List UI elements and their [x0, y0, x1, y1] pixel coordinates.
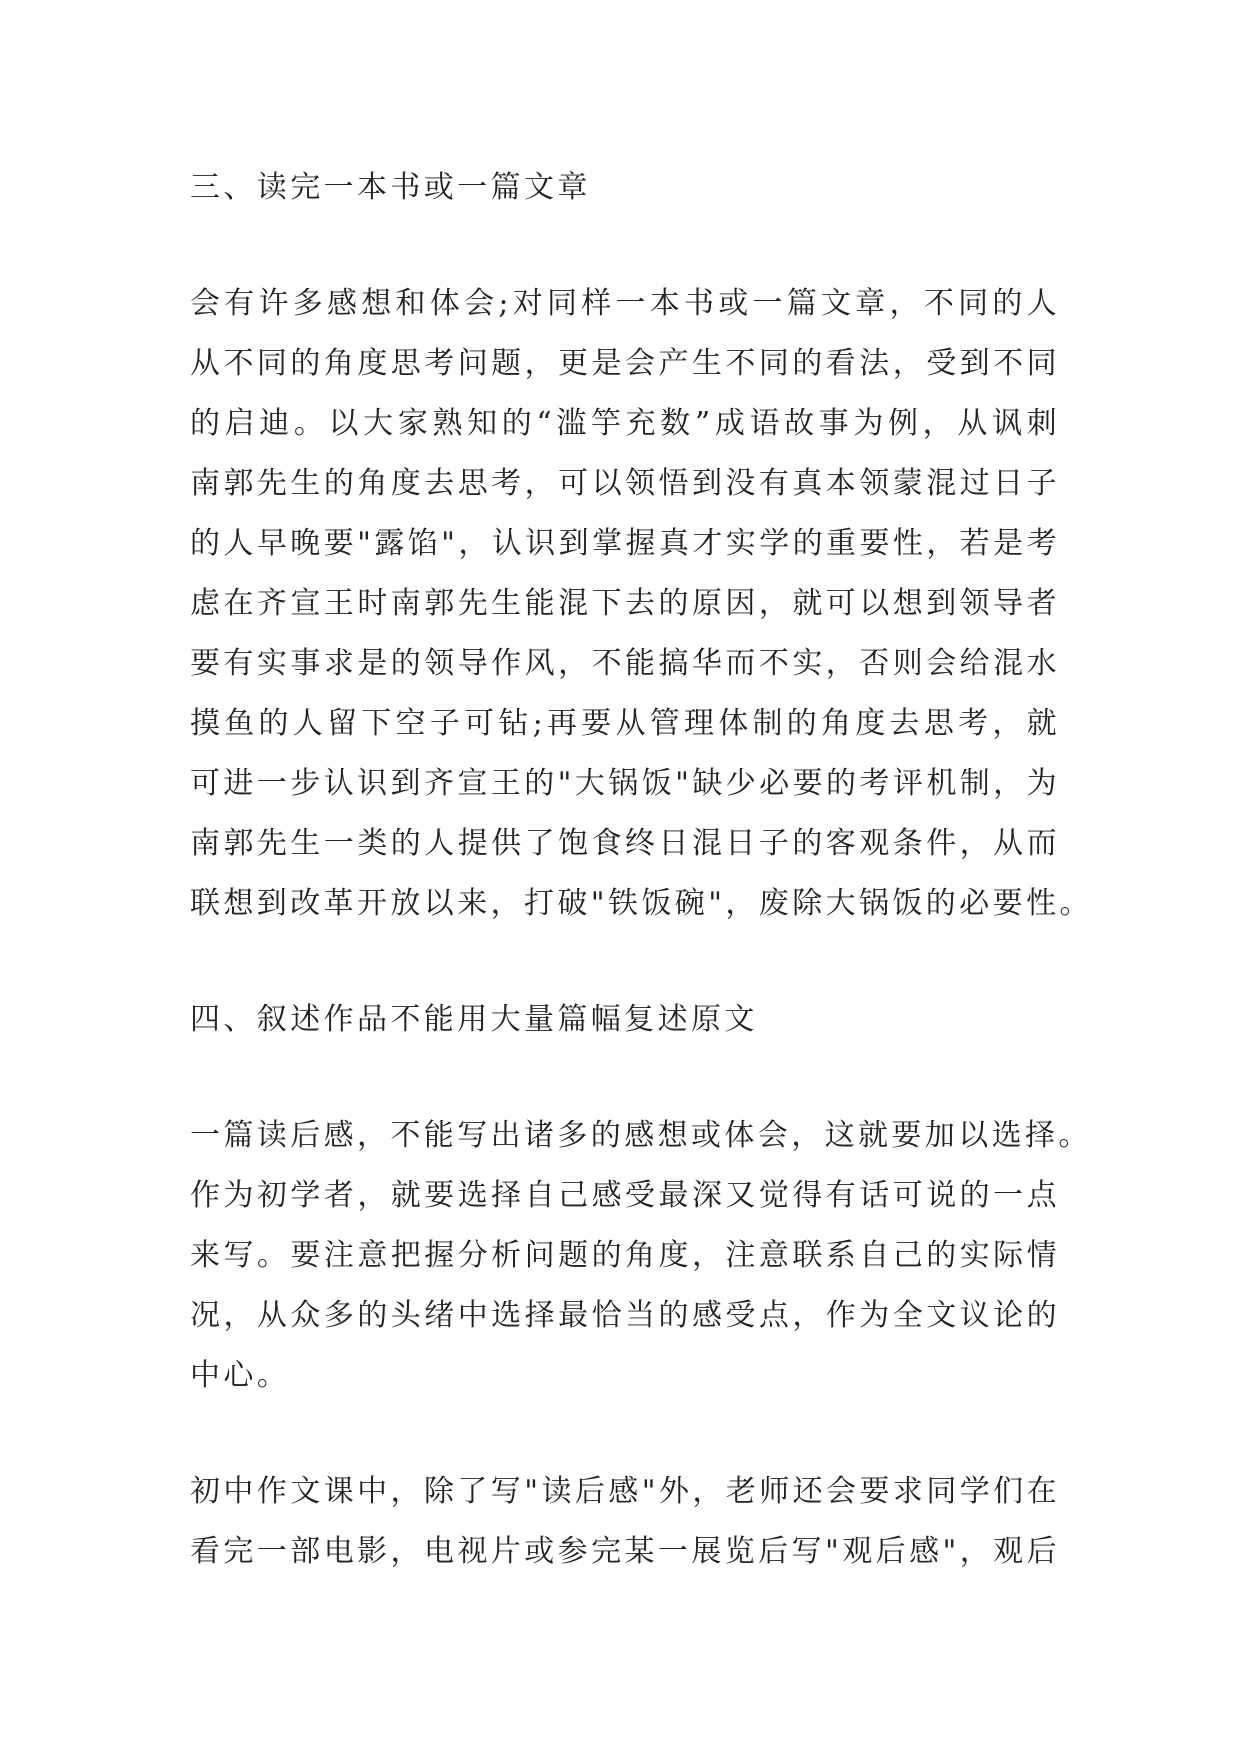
- paragraph-line: 南郭先生的角度去思考，可以领悟到没有真本领蒙混过日子: [190, 466, 1060, 501]
- paragraph-line: 的启迪。以大家熟知的“滥竽充数”成语故事为例，从讽刺: [190, 406, 1060, 441]
- section-heading-3-block: [190, 158, 1060, 218]
- paragraph-line: 作为初学者，就要选择自己感受最深又觉得有话可说的一点: [190, 1178, 1060, 1213]
- section-heading-4-block: [190, 990, 1060, 1050]
- paragraph-line: 看完一部电影，电视片或参完某一展览后写"观后感"，观后: [190, 1534, 1060, 1569]
- paragraph-line: 的人早晚要"露馅"，认识到掌握真才实学的重要性，若是考: [190, 526, 1060, 561]
- paragraph-line: 一篇读后感，不能写出诸多的感想或体会，这就要加以选择。: [190, 1118, 1092, 1153]
- paragraph-line: 虑在齐宣王时南郭先生能混下去的原因，就可以想到领导者: [190, 586, 1060, 621]
- paragraph-line: 来写。要注意把握分析问题的角度，注意联系自己的实际情: [190, 1238, 1060, 1273]
- paragraph-line: 从不同的角度思考问题，更是会产生不同的看法，受到不同: [190, 346, 1060, 381]
- paragraph-3: [190, 1462, 1060, 1582]
- paragraph-line: 中心。: [190, 1358, 291, 1393]
- paragraph-1: [190, 274, 1093, 934]
- section-heading-3: 三、读完一本书或一篇文章: [190, 170, 591, 205]
- paragraph-line: 联想到改革开放以来，打破"铁饭碗"，废除大锅饭的必要性。: [190, 886, 1093, 921]
- paragraph-line: 况，从众多的头绪中选择最恰当的感受点，作为全文议论的: [190, 1298, 1060, 1333]
- paragraph-line: 要有实事求是的领导作风，不能搞华而不实，否则会给混水: [190, 646, 1060, 681]
- paragraph-line: 摸鱼的人留下空子可钻;再要从管理体制的角度去思考，就: [190, 706, 1060, 741]
- paragraph-line: 初中作文课中，除了写"读后感"外，老师还会要求同学们在: [190, 1474, 1060, 1509]
- paragraph-line: 会有许多感想和体会;对同样一本书或一篇文章，不同的人: [190, 286, 1060, 321]
- paragraph-line: 可进一步认识到齐宣王的"大锅饭"缺少必要的考评机制，为: [190, 766, 1060, 801]
- paragraph-line: 南郭先生一类的人提供了饱食终日混日子的客观条件，从而: [190, 826, 1060, 861]
- document-body: [190, 158, 1093, 1638]
- paragraph-2: [190, 1106, 1092, 1406]
- section-heading-4: 四、叙述作品不能用大量篇幅复述原文: [190, 1002, 758, 1037]
